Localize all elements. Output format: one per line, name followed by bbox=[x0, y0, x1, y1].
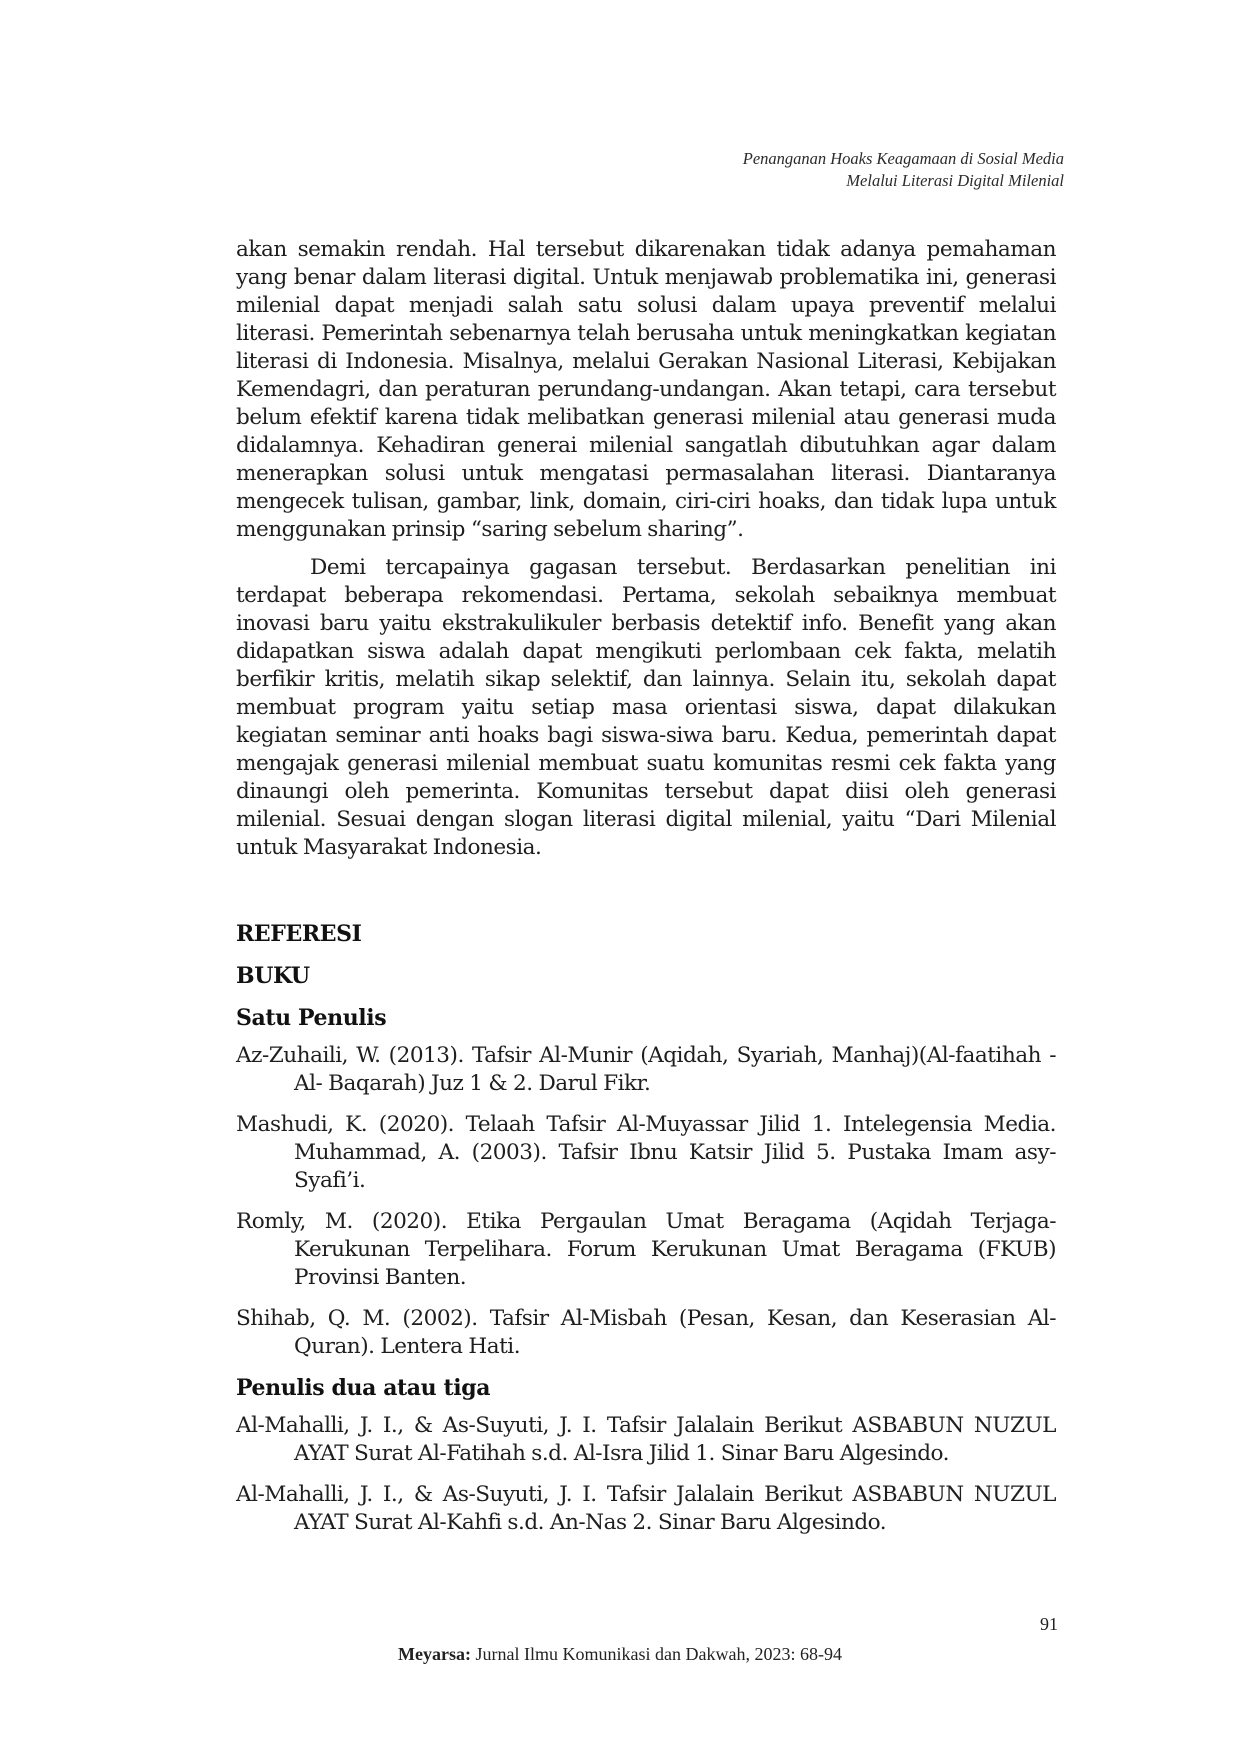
reference-entry: Az-Zuhaili, W. (2013). Tafsir Al-Munir (Aqidah, Syariah, Manhaj)(Al-faatihah - Al- Baqarah) Juz 1 & 2. Darul Fikr. bbox=[236, 1043, 1056, 1096]
journal-details: Jurnal Ilmu Komunikasi dan Dakwah, 2023: 68-94 bbox=[475, 1644, 842, 1664]
running-header-line-2: Melalui Literasi Digital Milenial bbox=[846, 171, 1064, 190]
single-author-reference-list bbox=[236, 1042, 1056, 1361]
reference-entry: Mashudi, K. (2020). Telaah Tafsir Al-Muyassar Jilid 1. Intelegensia Media. Muhammad, A. (2003). Tafsir Ibnu Katsir Jilid 5. Pustaka Imam asy-Syafi’i. bbox=[236, 1112, 1056, 1193]
main-content bbox=[236, 236, 1056, 1550]
running-header bbox=[743, 148, 1064, 192]
journal-name: Meyarsa: bbox=[398, 1644, 471, 1664]
body-paragraph-2: Demi tercapainya gagasan tersebut. Berdasarkan penelitian ini terdapat beberapa rekomendasi. Pertama, sekolah sebaiknya membuat inovasi baru yaitu ekstrakulikuler berbasis detektif info. Benefit yang akan didapatkan siswa adalah dapat mengikuti perlombaan cek fakta, melatih berfikir kritis, melatih sikap selektif, dan lainnya. Selain itu, sekolah dapat membuat program yaitu setiap masa orientasi siswa, dapat dilakukan kegiatan seminar anti hoaks bagi siswa-siwa baru. Kedua, pemerintah dapat mengajak generasi milenial membuat suatu komunitas resmi cek fakta yang dinaungi oleh pemerinta. Komunitas tersebut dapat diisi oleh generasi milenial. Sesuai dengan slogan literasi digital milenial, yaitu “Dari Milenial untuk Masyarakat Indonesia. bbox=[236, 555, 1056, 860]
journal-footer bbox=[0, 1644, 1240, 1665]
body-paragraph-1: akan semakin rendah. Hal tersebut dikarenakan tidak adanya pemahaman yang benar dalam literasi digital. Untuk menjawab problematika ini, generasi milenial dapat menjadi salah satu solusi dalam upaya preventif melalui literasi. Pemerintah sebenarnya telah berusaha untuk meningkatkan kegiatan literasi di Indonesia. Misalnya, melalui Gerakan Nasional Literasi, Kebijakan Kemendagri, dan peraturan perundang-undangan. Akan tetapi, cara tersebut belum efektif karena tidak melibatkan generasi milenial atau generasi muda didalamnya. Kehadiran generai milenial sangatlah dibutuhkan agar dalam menerapkan solusi untuk mengatasi permasalahan literasi. Diantaranya mengecek tulisan, gambar, link, domain, ciri-ciri hoaks, dan tidak lupa untuk menggunakan prinsip “saring sebelum sharing”. bbox=[236, 237, 1056, 542]
reference-entry: Romly, M. (2020). Etika Pergaulan Umat Beragama (Aqidah Terjaga-Kerukunan Terpelihara. Forum Kerukunan Umat Beragama (FKUB) Provinsi Banten. bbox=[236, 1209, 1056, 1290]
running-header-line-1: Penanganan Hoaks Keagamaan di Sosial Media bbox=[742, 149, 1064, 168]
multi-author-reference-list bbox=[236, 1412, 1056, 1537]
reference-entry: Shihab, Q. M. (2002). Tafsir Al-Misbah (Pesan, Kesan, dan Keserasian Al-Quran). Lentera Hati. bbox=[236, 1306, 1056, 1359]
references-heading: REFERESI bbox=[236, 921, 362, 947]
books-heading: BUKU bbox=[236, 963, 310, 989]
reference-entry: Al-Mahalli, J. I., & As-Suyuti, J. I. Tafsir Jalalain Berikut ASBABUN NUZUL AYAT Surat Al-Fatihah s.d. Al-Isra Jilid 1. Sinar Baru Algesindo. bbox=[236, 1413, 1056, 1466]
page-number: 91 bbox=[1040, 1614, 1058, 1634]
single-author-heading: Satu Penulis bbox=[236, 1005, 387, 1031]
reference-entry: Al-Mahalli, J. I., & As-Suyuti, J. I. Tafsir Jalalain Berikut ASBABUN NUZUL AYAT Surat Al-Kahfi s.d. An-Nas 2. Sinar Baru Algesindo. bbox=[236, 1482, 1056, 1535]
multi-author-heading: Penulis dua atau tiga bbox=[236, 1375, 491, 1401]
